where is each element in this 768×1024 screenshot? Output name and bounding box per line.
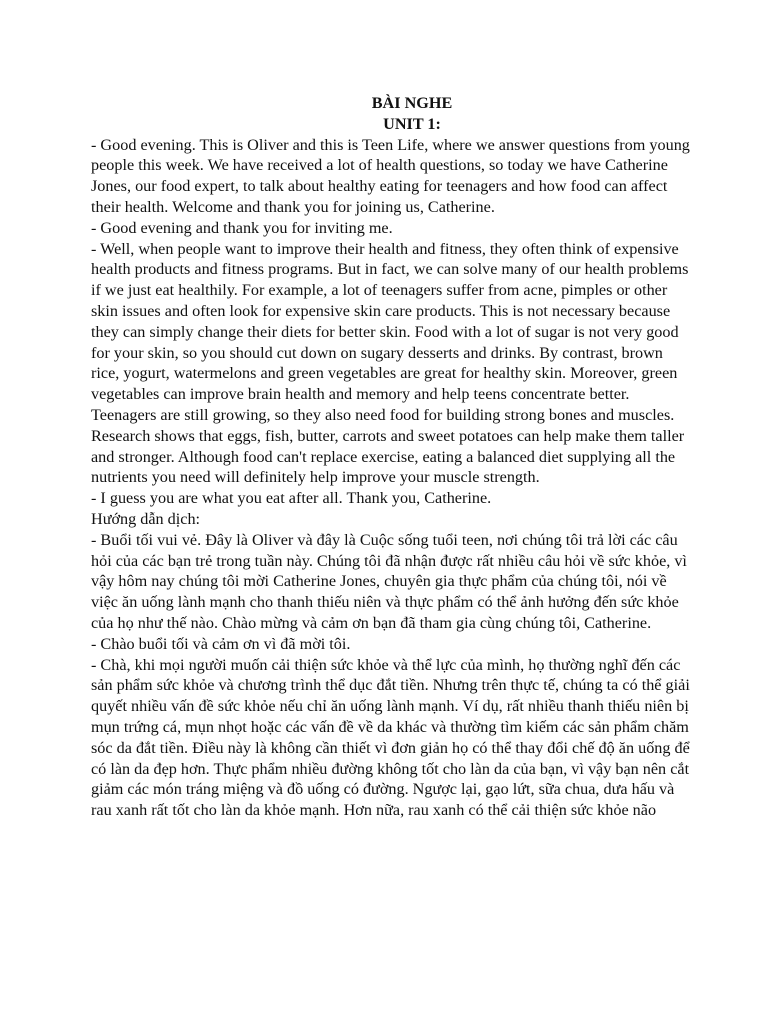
vietnamese-paragraph-3: - Chà, khi mọi người muốn cải thiện sức khỏe và thể lực của mình, họ thường nghĩ đến các sản phẩm sức khỏe và chương trình thể dục đắt tiền. Nhưng trên thực tế, chúng ta có thể giải quyết nhiều vấn đề sức khỏe nếu chỉ ăn uống lành mạnh. Ví dụ, rất nhiều thanh thiếu niên bị mụn trứng cá, mụn nhọt hoặc các vấn đề về da khác và thường tìm kiếm các sản phẩm chăm sóc da đắt tiền. Điều này là không cần thiết vì đơn giản họ có thể thay đổi chế độ ăn uống để có làn da đẹp hơn. Thực phẩm nhiều đường không tốt cho làn da của bạn, vì vậy bạn nên cắt giảm các món tráng miệng và đồ uống có đường. Ngược lại, gạo lứt, sữa chua, dưa hấu và rau xanh rất tốt cho làn da khỏe mạnh. Hơn nữa, rau xanh có thể cải thiện sức khỏe não	[91, 655, 690, 820]
english-paragraph-1: - Good evening. This is Oliver and this is Teen Life, where we answer questions from young people this week. We have received a lot of health questions, so today we have Catherine Jones, our food expert, to talk about healthy eating for teenagers and how food can affect their health. Welcome and thank you for joining us, Catherine.	[91, 135, 690, 216]
english-paragraph-3: - Well, when people want to improve their health and fitness, they often think of expensive health products and fitness programs. But in fact, we can solve many of our health problems if we just eat healthily. For example, a lot of teenagers suffer from acne, pimples or other skin issues and often look for expensive skin care products. This is not necessary because they can simply change their diets for better skin. Food with a lot of sugar is not very good for your skin, so you should cut down on sugary desserts and drinks. By contrast, brown rice, yogurt, watermelons and green vegetables are great for healthy skin. Moreover, green vegetables can improve brain health and memory and help teens concentrate better. Teenagers are still growing, so they also need food for building strong bones and muscles. Research shows that eggs, fish, butter, carrots and sweet potatoes can help make them taller and stronger. Although food can't replace exercise, eating a balanced diet supplying all the nutrients you need will definitely help improve your muscle strength.	[91, 239, 689, 487]
vietnamese-paragraph-2: - Chào buổi tối và cảm ơn vì đã mời tôi.	[91, 634, 351, 653]
document-title: BÀI NGHE	[371, 94, 453, 112]
vietnamese-paragraph-1: - Buổi tối vui vẻ. Đây là Oliver và đây là Cuộc sống tuổi teen, nơi chúng tôi trả lời các câu hỏi của các bạn trẻ trong tuần này. Chúng tôi đã nhận được rất nhiều câu hỏi về sức khỏe, vì vậy hôm nay chúng tôi mời Catherine Jones, chuyên gia thực phẩm của chúng tôi, nói về việc ăn uống lành mạnh cho thanh thiếu niên và thực phẩm có thể ảnh hưởng đến sức khỏe của họ như thế nào. Chào mừng và cảm ơn bạn đã tham gia cùng chúng tôi, Catherine.	[91, 530, 687, 632]
document-body	[91, 93, 691, 821]
document-subtitle: UNIT 1:	[383, 114, 441, 133]
english-paragraph-4: - I guess you are what you eat after all. Thank you, Catherine.	[91, 489, 492, 508]
english-paragraph-2: - Good evening and thank you for inviting me.	[91, 218, 393, 237]
translation-heading: Hướng dẫn dịch:	[91, 509, 201, 528]
